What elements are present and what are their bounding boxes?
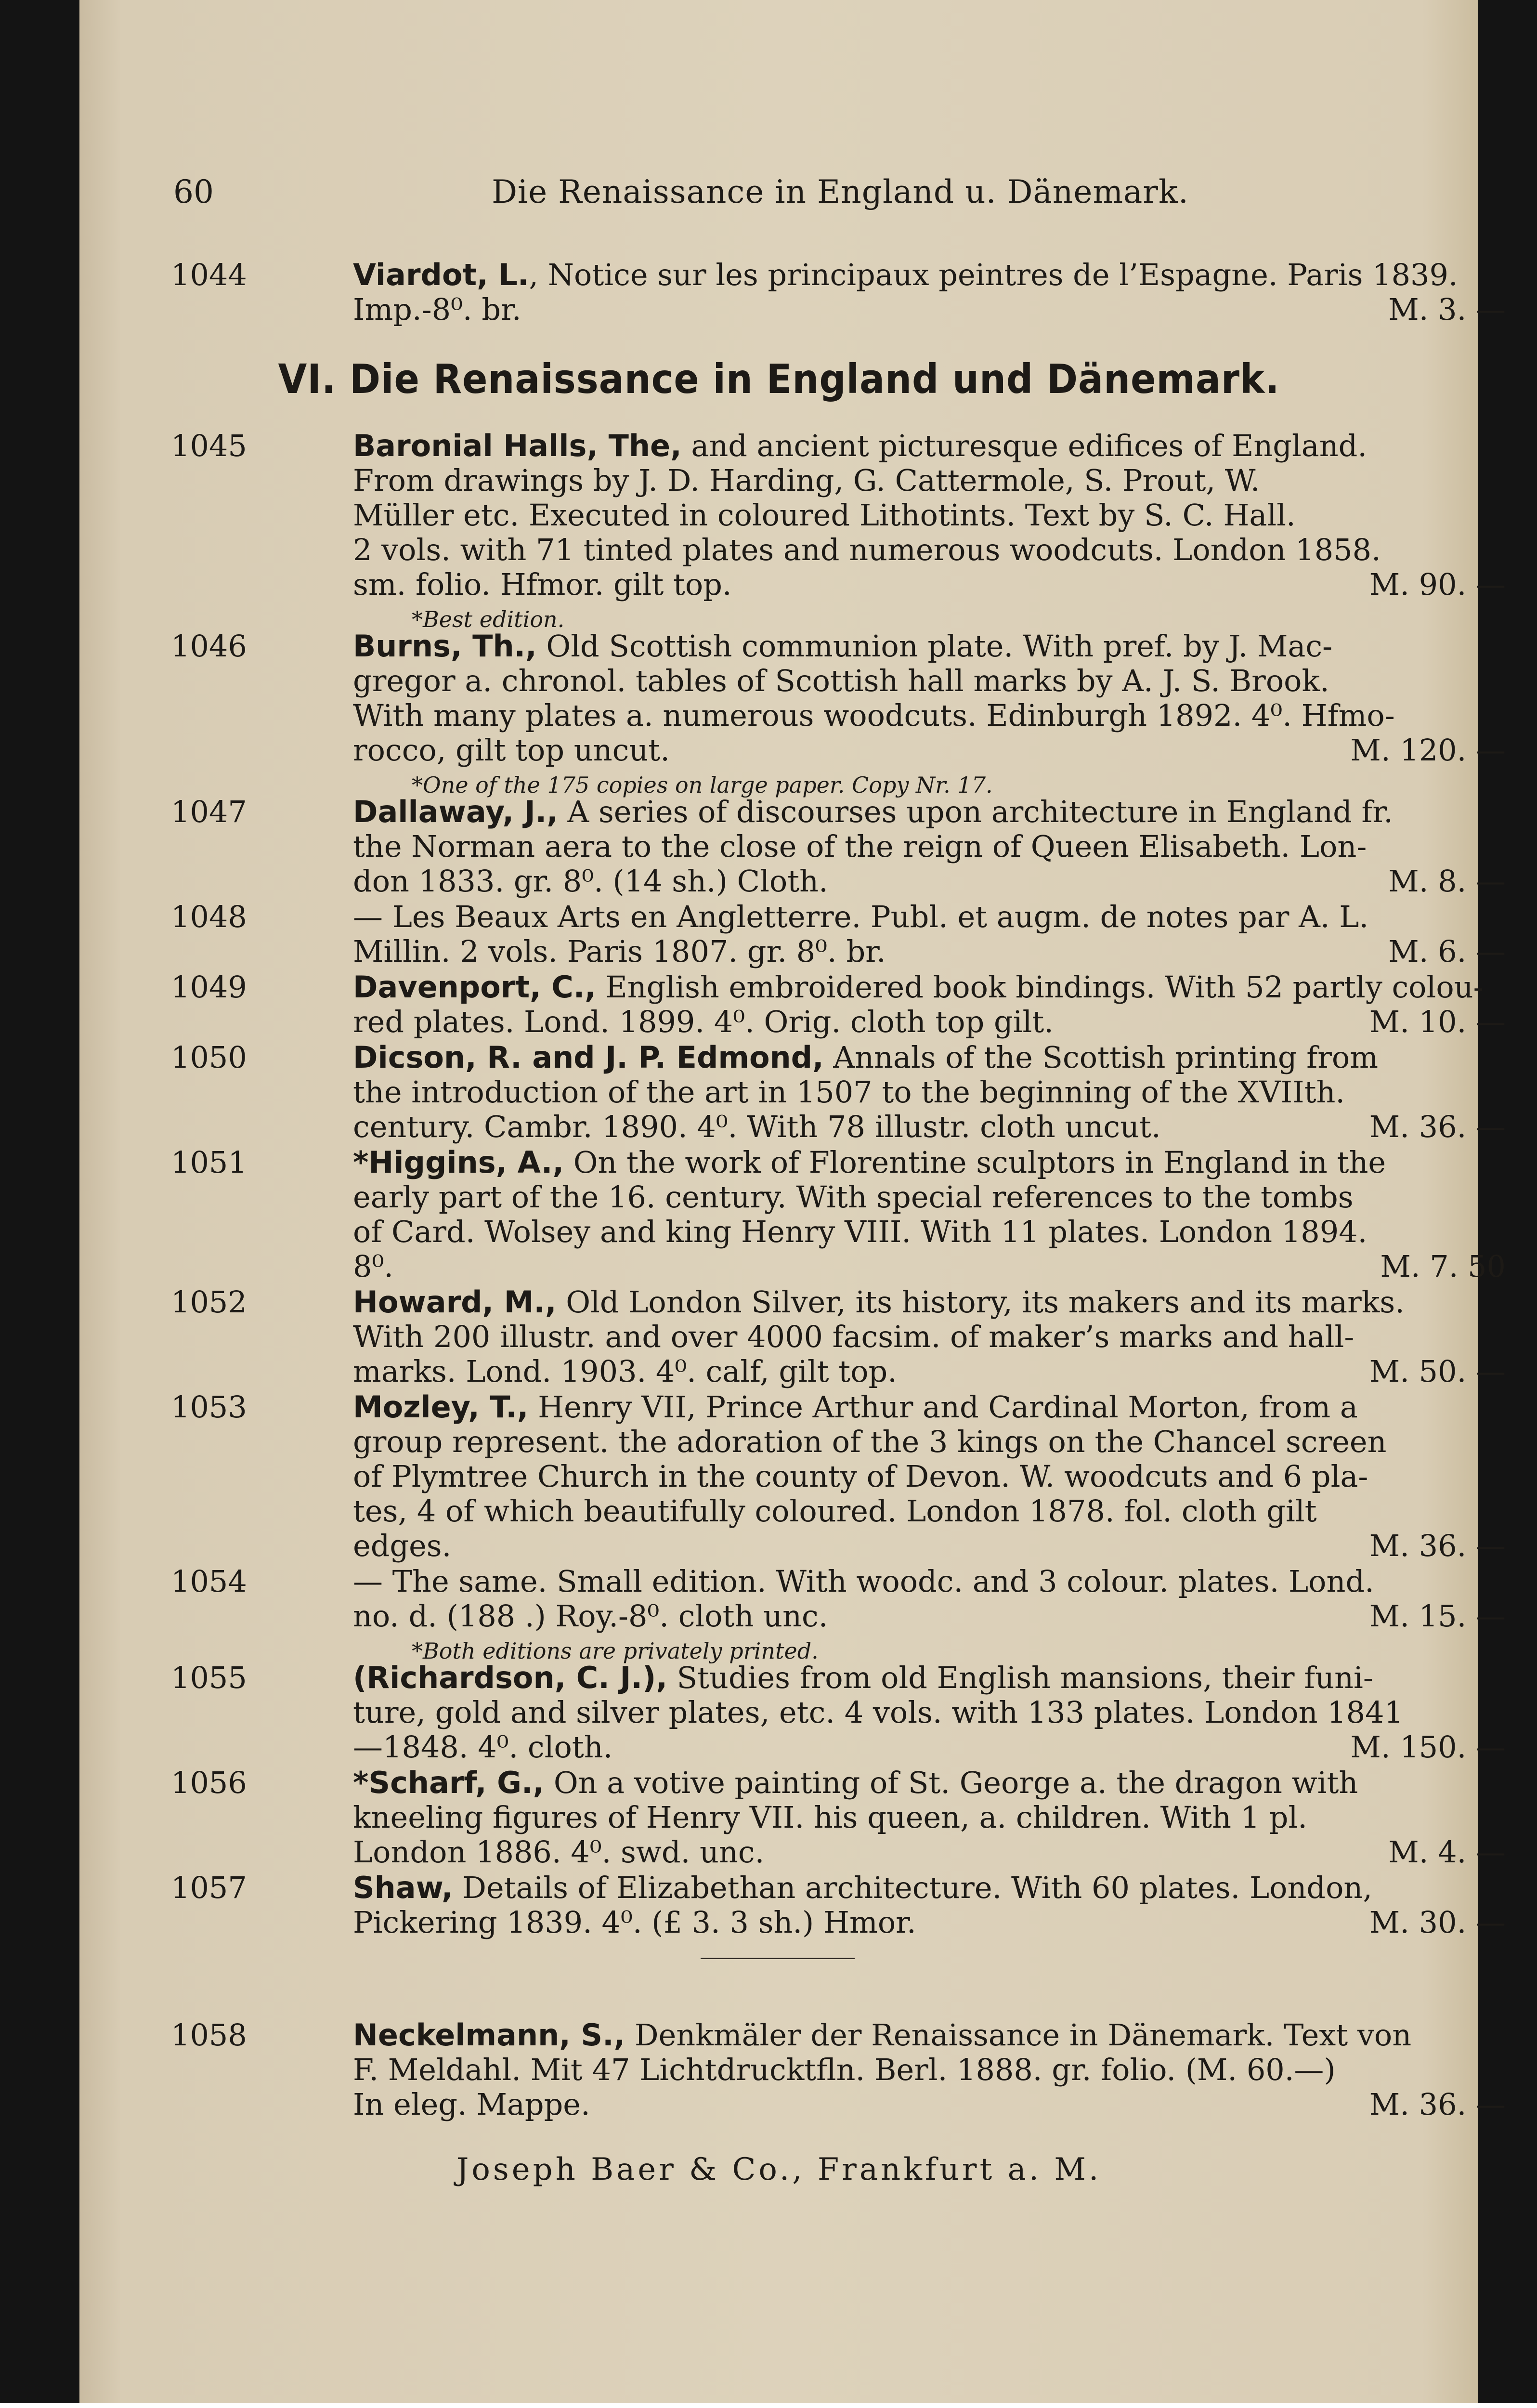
entry-price: M. 36. —	[1369, 2087, 1506, 2122]
entry-line	[353, 1661, 1506, 1695]
entry-text: A series of discourses upon architecture in England fr.	[558, 794, 1393, 829]
publisher-footer: Joseph Baer & Co., Frankfurt a. M.	[456, 2152, 1102, 2187]
entry-price: M. 36. —	[1369, 1528, 1506, 1563]
entry-line	[353, 934, 1506, 969]
entry-text: early part of the 16. century. With special references to the tombs	[353, 1179, 1354, 1215]
entry-line	[353, 258, 1506, 292]
entry-text: F. Meldahl. Mit 47 Lichtdrucktfln. Berl. 1888. gr. folio. (M. 60.—)	[353, 2052, 1336, 2087]
catalogue-page	[79, 0, 1506, 2403]
entry-text: of Plymtree Church in the county of Devon. W. woodcuts and 6 pla-	[353, 1459, 1368, 1494]
entry-text: group represent. the adoration of the 3 kings on the Chancel screen	[353, 1424, 1387, 1459]
entry-line	[353, 1145, 1506, 1180]
entry-note: *Best edition.	[412, 606, 565, 632]
entry-line	[353, 1905, 1506, 1940]
entry-line: Imp.-8⁰. br. M. 3. —	[353, 292, 1506, 327]
entry-text: Old Scottish communion plate. With pref. by J. Mac-	[536, 628, 1333, 664]
entry-price: M. 50. —	[1369, 1354, 1506, 1389]
entry-line	[353, 698, 1506, 733]
entry-price: M. 8. —	[1388, 864, 1506, 899]
divider	[701, 1958, 855, 1959]
entry-text: Millin. 2 vols. Paris 1807. gr. 8⁰. br.	[353, 934, 886, 969]
entry-text: — The same. Small edition. With woodc. and 3 colour. plates. Lond.	[353, 1564, 1374, 1599]
entry-price: M. 6. —	[1388, 934, 1506, 969]
entry-author: Dallaway, J.,	[353, 794, 558, 829]
entry-line	[353, 1529, 1506, 1563]
entry-author: Dicson, R. and J. P. Edmond,	[353, 1040, 824, 1075]
entry-line	[353, 567, 1506, 602]
entry-text: London 1886. 4⁰. swd. unc.	[353, 1834, 765, 1870]
entry-number: 1052	[171, 1284, 247, 1320]
entry-text: and ancient picturesque edifices of England.	[681, 428, 1368, 463]
entry-number: 1053	[171, 1389, 247, 1425]
entry-author: Viardot, L.	[353, 257, 529, 292]
entry-number: 1049	[171, 969, 247, 1005]
entry-text: kneeling figures of Henry VII. his queen, a. children. With 1 pl.	[353, 1800, 1308, 1835]
entry-text: With 200 illustr. and over 4000 facsim. of maker’s marks and hall-	[353, 1319, 1355, 1354]
entry-text: On the work of Florentine sculptors in England in the	[564, 1145, 1386, 1180]
entry-number: 1046	[171, 628, 247, 664]
entry-text: —1848. 4⁰. cloth.	[353, 1729, 613, 1765]
entry-text: With many plates a. numerous woodcuts. Edinburgh 1892. 4⁰. Hfmo-	[353, 698, 1395, 733]
entry-text: In eleg. Mappe.	[353, 2087, 590, 2122]
entry-price: M. 150. —	[1350, 1729, 1506, 1765]
entry-number: 1050	[171, 1040, 247, 1075]
entry-line	[353, 795, 1506, 829]
entry-line	[353, 1285, 1506, 1320]
entry-number: 1058	[171, 2017, 247, 2053]
entry-line	[353, 1494, 1506, 1529]
entry-line	[353, 1835, 1506, 1870]
entry-text: On a votive painting of St. George a. the dragon with	[544, 1765, 1358, 1800]
entry-line	[353, 1215, 1506, 1249]
entry-line	[353, 1180, 1506, 1215]
entry-price: M. 3. —	[1388, 292, 1506, 327]
entry-number: 1045	[171, 428, 247, 463]
entry-line	[353, 2018, 1506, 2053]
entry-price: M. 36. —	[1369, 1109, 1506, 1144]
entry-line	[353, 1320, 1506, 1354]
entry-text: no. d. (188 .) Roy.-8⁰. cloth unc.	[353, 1598, 828, 1634]
entry-line	[353, 1040, 1506, 1075]
entry-text: century. Cambr. 1890. 4⁰. With 78 illustr. cloth uncut.	[353, 1109, 1161, 1144]
entry-text: gregor a. chronol. tables of Scottish hall marks by A. J. S. Brook.	[353, 663, 1329, 698]
entry-text: 2 vols. with 71 tinted plates and numerous woodcuts. London 1858.	[353, 532, 1381, 567]
entry-price: M. 90. —	[1369, 567, 1506, 602]
entry-text: English embroidered book bindings. With 52 partly colou-	[596, 969, 1484, 1005]
entry-line	[353, 1425, 1506, 1459]
entry-line	[353, 733, 1506, 768]
entry-price: M. 7. 50	[1380, 1249, 1506, 1284]
entry-line	[353, 1599, 1506, 1634]
entry-line	[353, 1354, 1506, 1389]
entry-number: 1048	[171, 899, 247, 934]
entry-line	[353, 1005, 1506, 1039]
entry-text: From drawings by J. D. Harding, G. Cattermole, S. Prout, W.	[353, 463, 1260, 498]
entry-line	[353, 829, 1506, 864]
entry-price: M. 120. —	[1350, 733, 1506, 768]
entry-number: 1054	[171, 1564, 247, 1599]
entry-price: M. 10. —	[1369, 1004, 1506, 1039]
entry-number: 1057	[171, 1870, 247, 1905]
entry-text: Annals of the Scottish printing from	[823, 1040, 1379, 1075]
entry-text: Müller etc. Executed in coloured Lithotints. Text by S. C. Hall.	[353, 497, 1296, 533]
entry-line	[353, 1459, 1506, 1494]
viewer-footer-bar	[0, 2403, 1537, 2408]
entry-line	[353, 970, 1506, 1005]
entry-text: — Les Beaux Arts en Angletterre. Publ. et augm. de notes par A. L.	[353, 899, 1369, 934]
entry-line	[353, 1249, 1506, 1284]
entry-author: Howard, M.,	[353, 1284, 557, 1320]
entry-author: Mozley, T.,	[353, 1389, 529, 1425]
entry-line	[353, 864, 1506, 899]
entry-text: Studies from old English mansions, their funi-	[667, 1660, 1373, 1695]
entry-line	[353, 533, 1506, 567]
entry-text: , Notice sur les principaux peintres de l’Espagne. Paris 1839.	[529, 257, 1458, 292]
entry-line	[353, 498, 1506, 533]
entry-text: don 1833. gr. 8⁰. (14 sh.) Cloth.	[353, 864, 828, 899]
entry-line	[353, 900, 1506, 934]
entry-note: *Both editions are privately printed.	[412, 1638, 819, 1664]
entry-text: the introduction of the art in 1507 to the beginning of the XVIIth.	[353, 1074, 1345, 1110]
entry-author: Shaw,	[353, 1870, 453, 1905]
entry-line	[353, 1730, 1506, 1765]
entry-line	[353, 664, 1506, 698]
entry-text: the Norman aera to the close of the reign of Queen Elisabeth. Lon-	[353, 829, 1367, 864]
entry-number: 1044	[171, 257, 247, 292]
entry-line	[353, 2087, 1506, 2122]
entry-line	[353, 1695, 1506, 1730]
entry-text: of Card. Wolsey and king Henry VIII. With 11 plates. London 1894.	[353, 1214, 1368, 1249]
entry-number: 1047	[171, 794, 247, 829]
entry-text: Pickering 1839. 4⁰. (£ 3. 3 sh.) Hmor.	[353, 1905, 916, 1940]
entry-line	[353, 1766, 1506, 1800]
entry-text: ture, gold and silver plates, etc. 4 vols. with 133 plates. London 1841	[353, 1695, 1403, 1730]
entry-author: *Higgins, A.,	[353, 1145, 564, 1180]
entry-line	[353, 463, 1506, 498]
entry-text: 8⁰.	[353, 1249, 394, 1284]
running-title: Die Renaissance in England u. Dänemark.	[492, 173, 1189, 210]
entry-note: *One of the 175 copies on large paper. Copy Nr. 17.	[412, 772, 993, 798]
entry-line	[353, 1564, 1506, 1599]
entry-author: (Richardson, C. J.),	[353, 1660, 667, 1695]
entry-line	[353, 1871, 1506, 1905]
entry-author: Neckelmann, S.,	[353, 2017, 625, 2053]
entry-text: Details of Elizabethan architecture. With 60 plates. London,	[453, 1870, 1373, 1905]
entry-price: M. 30. —	[1369, 1905, 1506, 1940]
entry-author: Baronial Halls, The,	[353, 428, 682, 463]
entry-text: Denkmäler der Renaissance in Dänemark. Text von	[625, 2017, 1412, 2053]
entry-author: Burns, Th.,	[353, 628, 537, 664]
entry-text: red plates. Lond. 1899. 4⁰. Orig. cloth top gilt.	[353, 1004, 1054, 1039]
entry-line	[353, 1075, 1506, 1110]
entry-line	[353, 1800, 1506, 1835]
entry-number: 1051	[171, 1145, 247, 1180]
entry-line	[353, 2053, 1506, 2087]
entry-text: marks. Lond. 1903. 4⁰. calf, gilt top.	[353, 1354, 897, 1389]
entry-number: 1055	[171, 1660, 247, 1695]
page-number: 60	[173, 173, 214, 210]
entry-text: edges.	[353, 1528, 452, 1563]
entry-text: Henry VII, Prince Arthur and Cardinal Morton, from a	[528, 1389, 1358, 1425]
entry-author: Davenport, C.,	[353, 969, 596, 1005]
entry-author: *Scharf, G.,	[353, 1765, 545, 1800]
entry-line	[353, 429, 1506, 463]
entry-line	[353, 1390, 1506, 1425]
entry-text: tes, 4 of which beautifully coloured. London 1878. fol. cloth gilt	[353, 1493, 1317, 1529]
entry-price: M. 15. —	[1369, 1598, 1506, 1634]
entry-text: rocco, gilt top uncut.	[353, 733, 670, 768]
entry-line	[353, 629, 1506, 664]
section-title: VI. Die Renaissance in England und Dänemark.	[278, 355, 1280, 403]
entry-price: M. 4. —	[1388, 1834, 1506, 1870]
entry-number: 1056	[171, 1765, 247, 1800]
entry-text: sm. folio. Hfmor. gilt top.	[353, 567, 732, 602]
entry-line	[353, 1110, 1506, 1144]
entry-text: Old London Silver, its history, its makers and its marks.	[556, 1284, 1405, 1320]
